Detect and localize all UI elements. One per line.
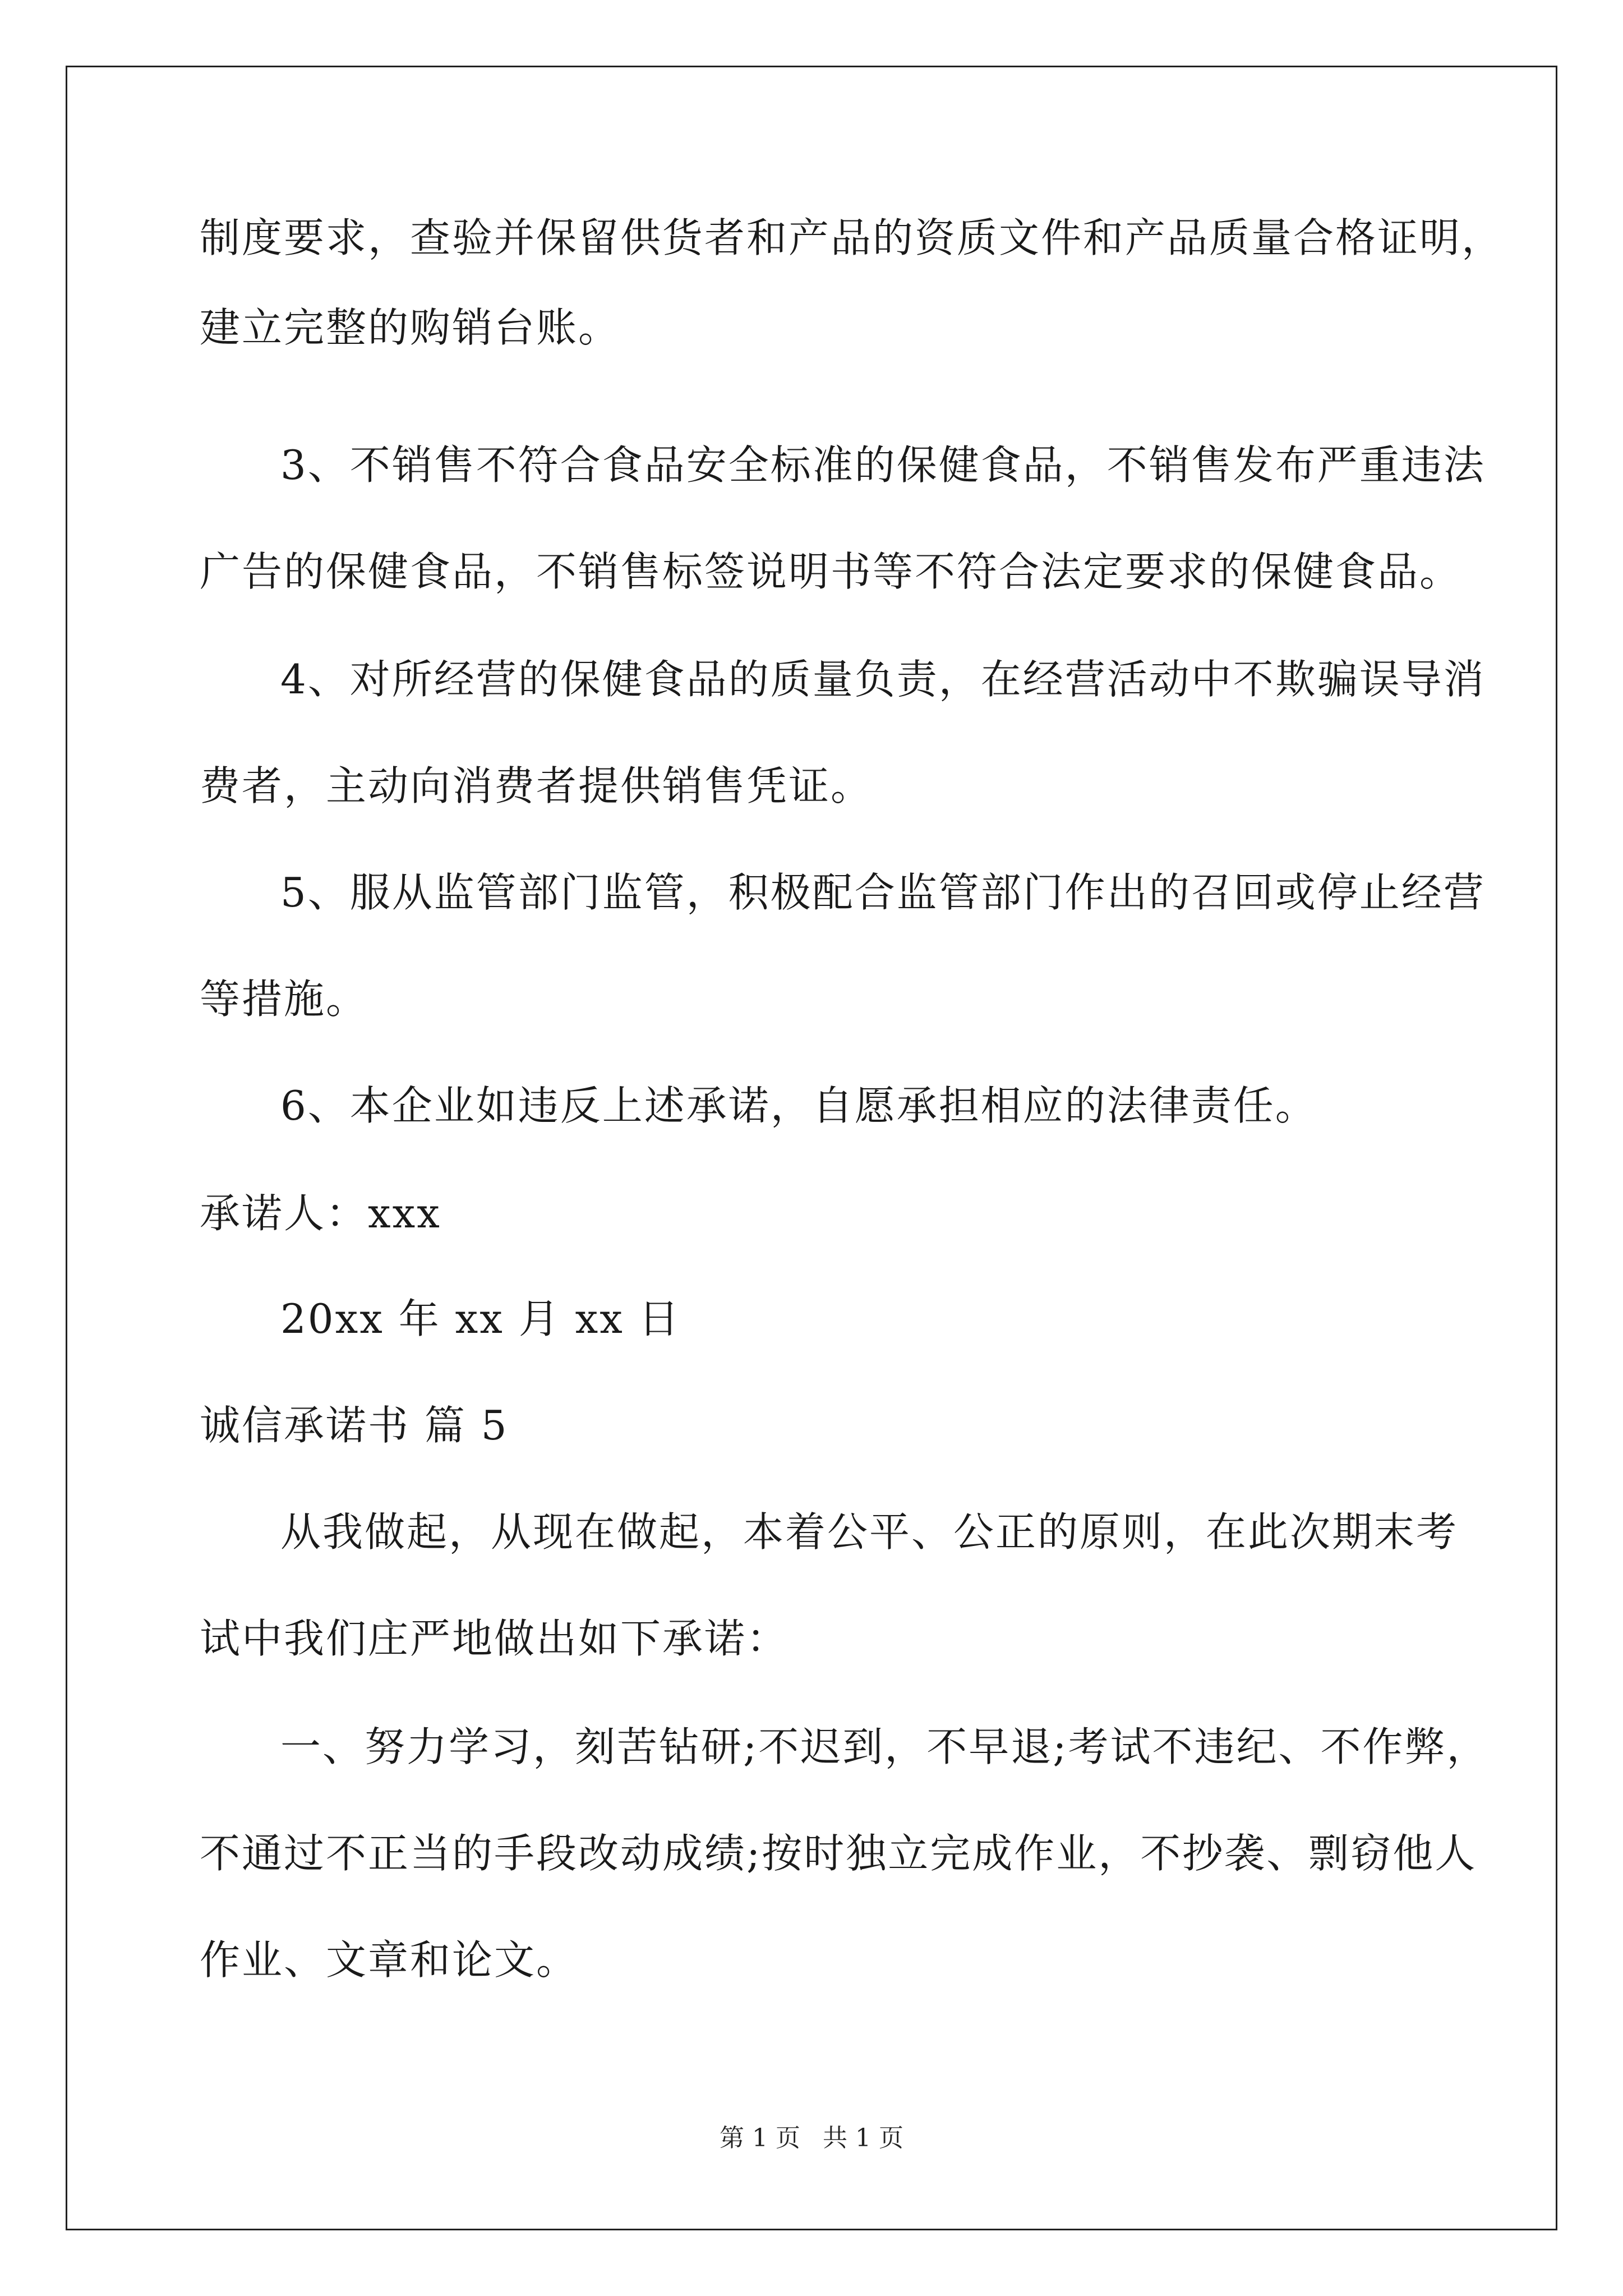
body-text-line: 从我做起，从现在做起，本着公平、公正的原则，在此次期末考 bbox=[280, 1508, 1459, 1556]
pledge-item-1-line: 一、努力学习，刻苦钻研;不迟到，不早退;考试不违纪、不作弊， bbox=[280, 1723, 1489, 1770]
page-border bbox=[66, 66, 1557, 2230]
body-text-line: 试中我们庄严地做出如下承诺： bbox=[200, 1615, 789, 1662]
list-item-3-line: 广告的保健食品，不销售标签说明书等不符合法定要求的保健食品。 bbox=[200, 548, 1462, 595]
list-item-6-line: 6、本企业如违反上述承诺，自愿承担相应的法律责任。 bbox=[280, 1082, 1317, 1129]
body-text-line: 建立完整的购销台账。 bbox=[200, 304, 621, 351]
section-heading: 诚信承诺书 篇 5 bbox=[200, 1402, 509, 1449]
list-item-4-line: 4、对所经营的保健食品的质量负责，在经营活动中不欺骗误导消 bbox=[280, 656, 1486, 703]
page-number: 第 1 页 bbox=[720, 2124, 800, 2152]
list-item-4-line: 费者，主动向消费者提供销售凭证。 bbox=[200, 762, 873, 809]
body-text-line: 制度要求，查验并保留供货者和产品的资质文件和产品质量合格证明， bbox=[200, 214, 1504, 261]
signatory-line: 承诺人：xxx bbox=[200, 1190, 441, 1237]
list-item-5-line: 5、服从监管部门监管，积极配合监管部门作出的召回或停止经营 bbox=[280, 869, 1486, 916]
list-item-5-line: 等措施。 bbox=[200, 976, 368, 1023]
list-item-3-line: 3、不销售不符合食品安全标准的保健食品，不销售发布严重违法 bbox=[280, 441, 1486, 489]
page-total: 共 1 页 bbox=[823, 2124, 903, 2152]
page-footer bbox=[0, 2126, 1623, 2151]
date-line: 20xx 年 xx 月 xx 日 bbox=[280, 1295, 681, 1342]
pledge-item-1-line: 作业、文章和论文。 bbox=[200, 1936, 579, 1984]
pledge-item-1-line: 不通过不正当的手段改动成绩;按时独立完成作业，不抄袭、剽窃他人 bbox=[200, 1830, 1477, 1877]
